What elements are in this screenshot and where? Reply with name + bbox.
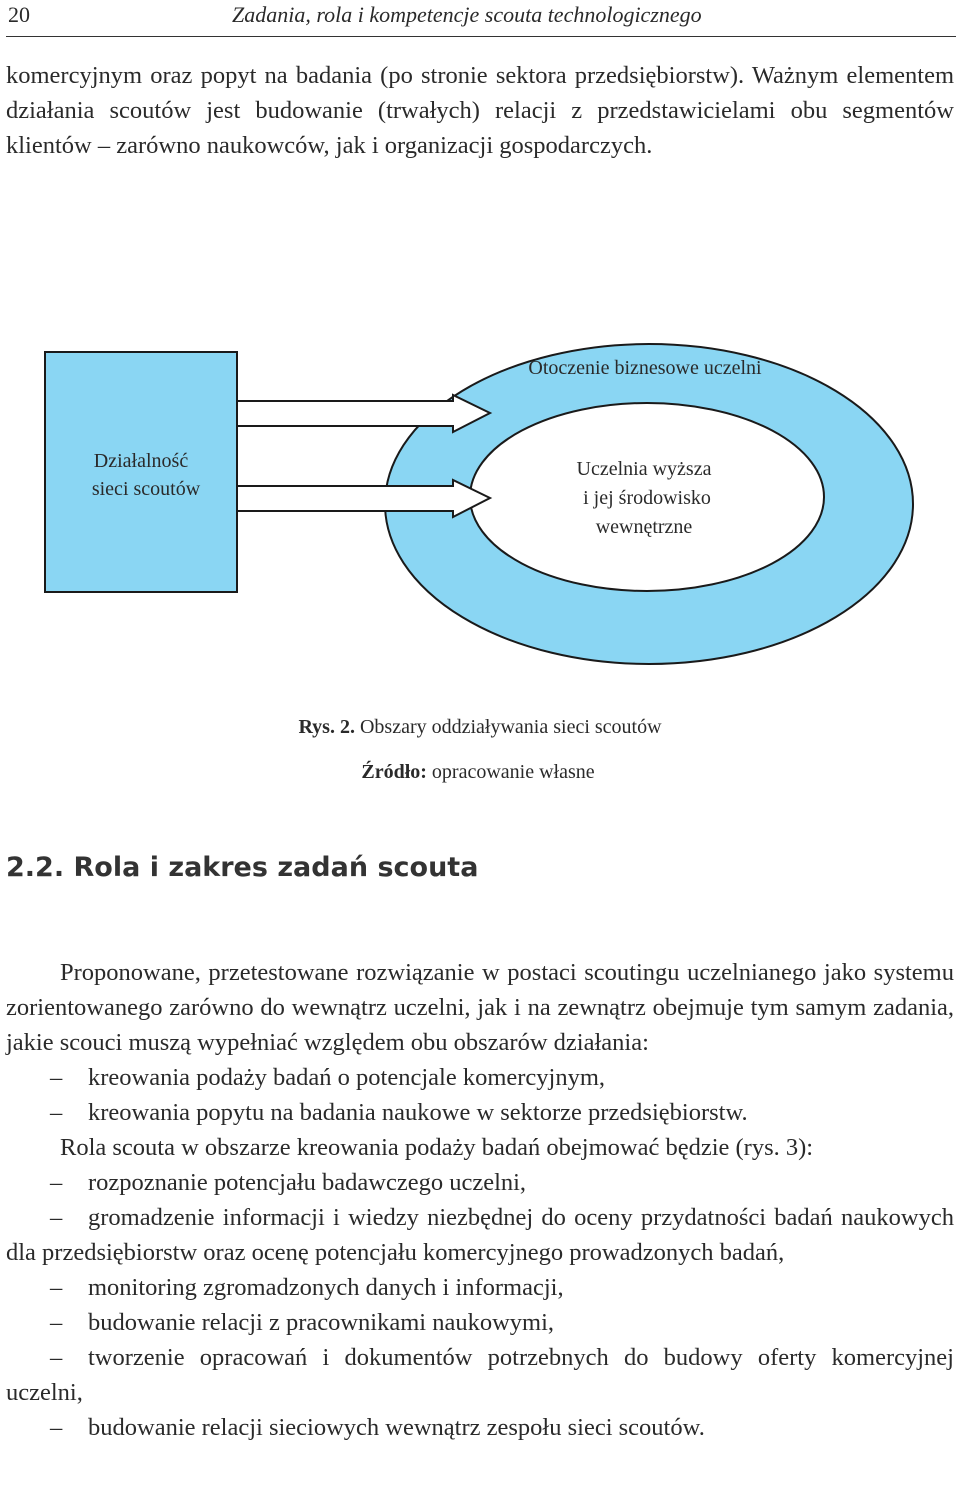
scout-network-diagram: [0, 340, 960, 700]
arrow-to-business-environment: [237, 395, 490, 432]
list-item: – gromadzenie informacji i wiedzy niezbędnej do oceny przydatności badań naukowych dla przedsiębiorstw oraz ocenę potencjału komercyjnego prowadzonych badań,: [6, 1200, 954, 1270]
dash-marker: –: [50, 1414, 63, 1441]
figure-caption: [0, 716, 960, 739]
arrow-to-university: [237, 480, 490, 517]
outer-label: Otoczenie biznesowe uczelni: [528, 357, 762, 379]
dash-marker: –: [50, 1099, 63, 1126]
box-label-line-2: sieci scoutów: [91, 478, 201, 500]
dash-marker: –: [50, 1309, 63, 1336]
scout-activity-box: [45, 352, 237, 592]
inner-label-line-3: wewnętrzne: [595, 516, 693, 538]
dash-marker: –: [50, 1169, 63, 1196]
figure-label: Rys. 2.: [298, 716, 355, 738]
figure-title: Obszary oddziaływania sieci scoutów: [359, 716, 662, 738]
list-item: – monitoring zgromadzonych danych i informacji,: [6, 1270, 954, 1305]
dash-marker: –: [50, 1274, 63, 1301]
source-label: Źródło:: [361, 761, 427, 783]
list-item: – rozpoznanie potencjału badawczego uczelni,: [6, 1165, 954, 1200]
running-header: [6, 0, 956, 37]
list-item: – kreowania popytu na badania naukowe w sektorze przedsiębiorstw.: [6, 1095, 954, 1130]
section-body: [6, 955, 954, 1445]
dash-marker: –: [50, 1344, 63, 1371]
list-item: – kreowania podaży badań o potencjale komercyjnym,: [6, 1060, 954, 1095]
dash-marker: –: [50, 1204, 63, 1231]
page-number: 20: [8, 2, 30, 27]
section-paragraph-2: Rola scouta w obszarze kreowania podaży badań obejmować będzie (rys. 3):: [60, 1134, 814, 1161]
box-label-line-1: Działalność: [93, 450, 189, 472]
list-item: – tworzenie opracowań i dokumentów potrzebnych do budowy oferty komercyjnej uczelni,: [6, 1340, 954, 1410]
figure-source: [0, 761, 958, 784]
list-item: – budowanie relacji sieciowych wewnątrz zespołu sieci scoutów.: [6, 1410, 954, 1445]
section-heading: 2.2. Rola i zakres zadań scouta: [6, 852, 479, 883]
list-item: – budowanie relacji z pracownikami naukowymi,: [6, 1305, 954, 1340]
inner-label-line-2: i jej środowisko: [583, 487, 711, 509]
source-text: opracowanie własne: [431, 761, 595, 783]
section-paragraph-1: Proponowane, przetestowane rozwiązanie w postaci scoutingu uczelnianego jako systemu zorientowanego zarówno do wewnątrz uczelni, jak i na zewnątrz obejmuje tym samym zadania, jakie scouci muszą wypełniać względem obu obszarów działania:: [6, 959, 954, 1056]
dash-marker: –: [50, 1064, 63, 1091]
intro-paragraph: komercyjnym oraz popyt na badania (po stronie sektora przedsiębiorstw). Ważnym elementem działania scoutów jest budowanie (trwałych) relacji z przedstawicielami obu segmentów klientów – zarówno naukowców, jak i organizacji gospodarczych.: [6, 62, 954, 159]
inner-label-line-1: Uczelnia wyższa: [576, 458, 712, 480]
running-title: Zadania, rola i kompetencje scouta technologicznego: [232, 2, 702, 27]
